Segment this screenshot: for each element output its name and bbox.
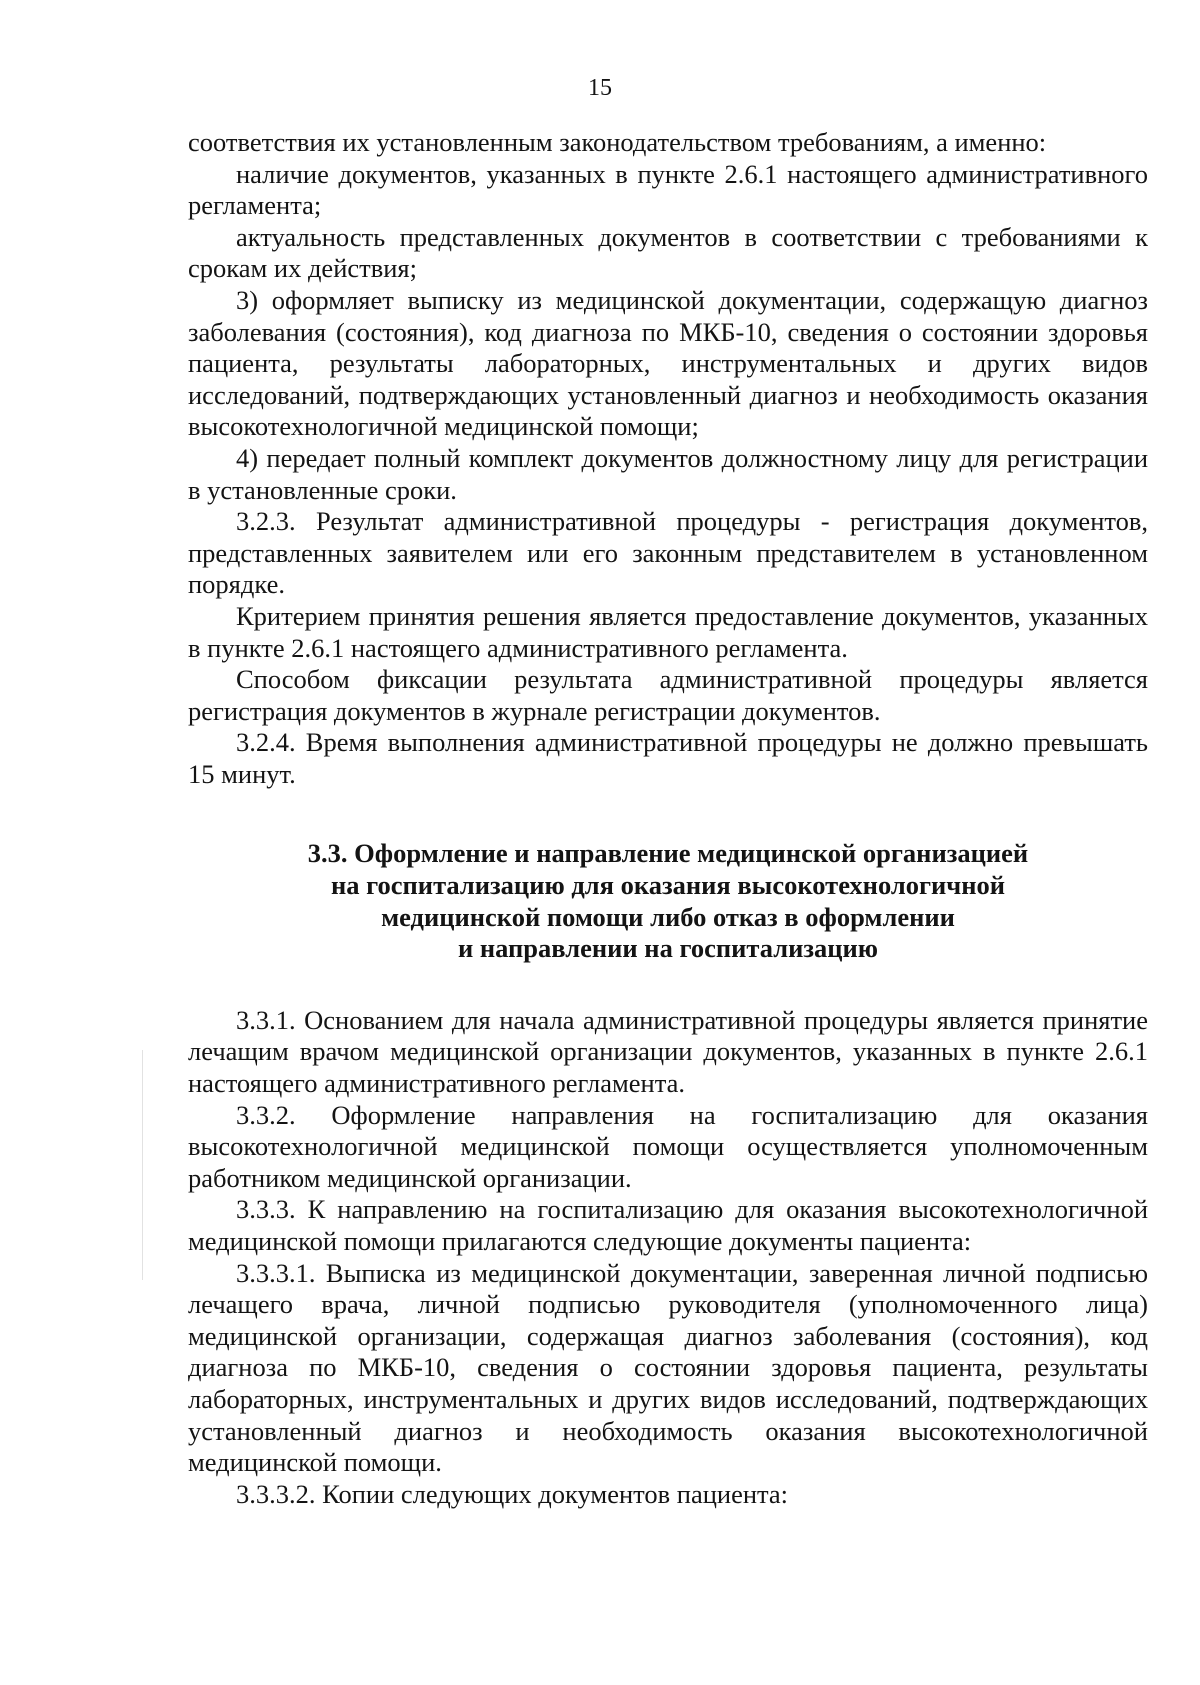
page-number: 15 bbox=[588, 75, 612, 101]
scan-margin-line bbox=[142, 1050, 143, 1280]
paragraph: 3) оформляет выписку из медицинской документации, содержащую диагноз заболевания (состояния), код диагноза по МКБ-10, сведения о состоянии здоровья пациента, результаты лабораторных, инструментальных и других видов исследований, подтверждающих установленный диагноз и необходимость оказания высокотехнологичной медицинской помощи; bbox=[188, 284, 1148, 442]
paragraph: Критерием принятия решения является предоставление документов, указанных в пункте 2.6.1 настоящего административного регламента. bbox=[188, 600, 1148, 663]
paragraph: 3.3.3.1. Выписка из медицинской документации, заверенная личной подписью лечащего врача, личной подписью руководителя (уполномоченного лица) медицинской организации, содержащая диагноз заболевания (состояния), код диагноза по МКБ-10, сведения о состоянии здоровья пациента, результаты лабораторных, инструментальных и других видов исследований, подтверждающих установленный диагноз и необходимость оказания высокотехнологичной медицинской помощи. bbox=[188, 1257, 1148, 1478]
section-heading-line: на госпитализацию для оказания высокотехнологичной bbox=[331, 870, 1005, 901]
paragraph: 3.2.4. Время выполнения административной процедуры не должно превышать 15 минут. bbox=[188, 727, 1148, 789]
document-body bbox=[188, 127, 1148, 1510]
paragraph: наличие документов, указанных в пункте 2.6.1 настоящего административного регламента; bbox=[188, 158, 1148, 221]
section-heading-line: и направлении на госпитализацию bbox=[457, 933, 879, 964]
paragraph: актуальность представленных документов в соответствии с требованиями к срокам их действия; bbox=[188, 221, 1148, 284]
section-heading bbox=[188, 838, 1148, 964]
section-heading-line: 3.3. Оформление и направление медицинской организацией bbox=[307, 838, 1029, 869]
paragraph: 3.3.1. Основанием для начала административной процедуры является принятие лечащим врачом медицинской организации документов, указанных в пункте 2.6.1 настоящего административного регламента. bbox=[188, 1004, 1148, 1099]
paragraph: 3.3.3. К направлению на госпитализацию для оказания высокотехнологичной медицинской помощи прилагаются следующие документы пациента: bbox=[188, 1194, 1148, 1256]
paragraph: 3.3.2. Оформление направления на госпитализацию для оказания высокотехнологичной медицинской помощи осуществляется уполномоченным работником медицинской организации. bbox=[188, 1099, 1148, 1193]
paragraph: 3.3.3.2. Копии следующих документов пациента: bbox=[236, 1478, 789, 1509]
paragraph: 4) передает полный комплект документов должностному лицу для регистрации в установленные сроки. bbox=[188, 442, 1148, 505]
paragraph-continuation: соответствия их установленным законодательством требованиям, а именно: bbox=[188, 127, 1047, 157]
paragraph: Способом фиксации результата административной процедуры является регистрация документов в журнале регистрации документов. bbox=[188, 664, 1148, 726]
section-heading-line: медицинской помощи либо отказ в оформлении bbox=[381, 901, 955, 932]
paragraph: 3.2.3. Результат административной процедуры - регистрация документов, представленных заявителем или его законным представителем в установленном порядке. bbox=[188, 506, 1148, 600]
